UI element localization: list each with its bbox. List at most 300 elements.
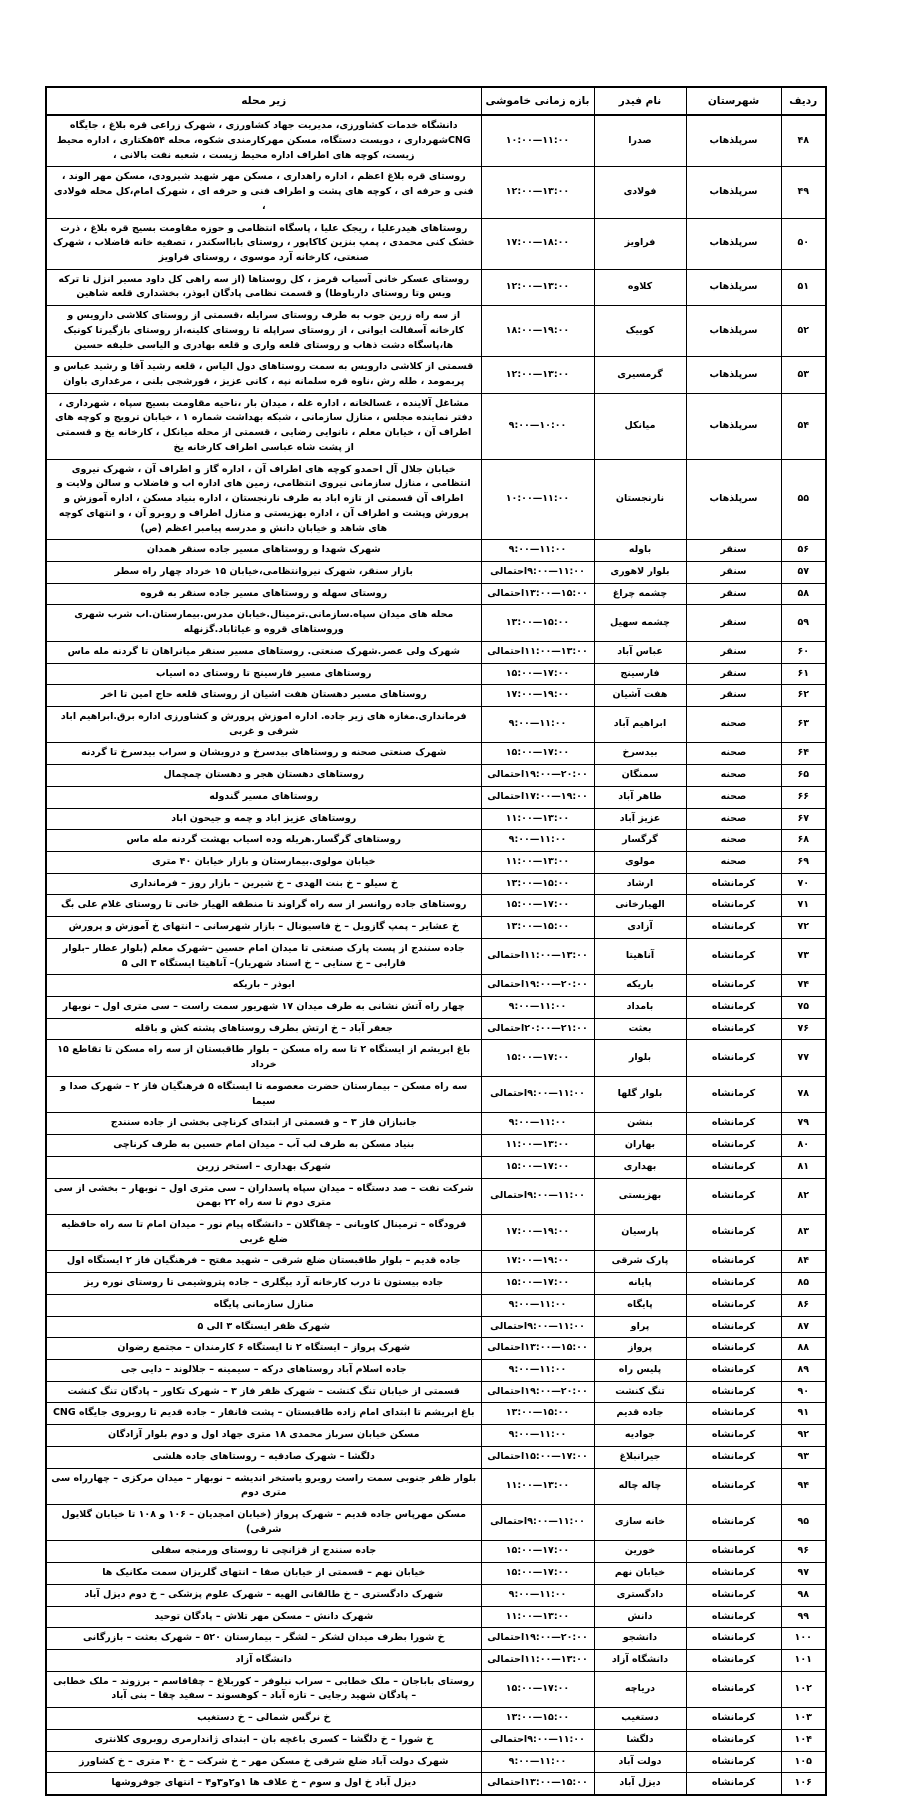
outage-time-cell (481, 1541, 594, 1563)
feeder-cell: بامداد (594, 997, 686, 1019)
county-cell: کرمانشاه (686, 1671, 781, 1707)
outage-time-cell (481, 357, 594, 393)
county-cell: سرپلذهاب (686, 357, 781, 393)
row-number-cell: ۱۰۲ (781, 1671, 826, 1707)
time-range: ۹:۰۰—۱۱:۰۰ (508, 1363, 567, 1375)
row-number-cell: ۷۶ (781, 1018, 826, 1040)
sub-neighborhood-cell: مسکن خیابان سرباز محمدی ۱۸ متری جهاد اول و دوم بلوار آزادگان (46, 1425, 481, 1447)
county-cell: کرمانشاه (686, 1018, 781, 1040)
county-cell: کرمانشاه (686, 1425, 781, 1447)
time-range: ۹:۰۰—۱۱:۰۰ (527, 1733, 585, 1745)
table-row (46, 1708, 826, 1730)
outage-time-cell (481, 895, 594, 917)
time-range: ۱۱:۰۰—۱۳:۰۰ (505, 812, 570, 824)
feeder-cell: خانه سازی (594, 1505, 686, 1541)
feeder-cell: طاهر آباد (594, 786, 686, 808)
county-cell: کرمانشاه (686, 1214, 781, 1250)
table-row (46, 1156, 826, 1178)
outage-time-cell (481, 1214, 594, 1250)
row-number-cell: ۵۵ (781, 459, 826, 540)
table-row (46, 459, 826, 540)
county-cell: کرمانشاه (686, 917, 781, 939)
row-number-cell: ۵۶ (781, 540, 826, 562)
county-cell: کرمانشاه (686, 1113, 781, 1135)
outage-time-cell: ۱۳:۰۰—۱۵:۰۰احتمالی (481, 1338, 594, 1360)
table-row (46, 218, 826, 269)
county-cell: سنقر (686, 540, 781, 562)
time-range: ۹:۰۰—۱۱:۰۰ (527, 565, 585, 577)
sub-neighborhood-cell: روستاهای مسیر فارسینج تا روستای ده اسیاب (46, 663, 481, 685)
feeder-cell: جاده قدیم (594, 1403, 686, 1425)
outage-time-cell (481, 1751, 594, 1773)
table-row (46, 1294, 826, 1316)
sub-neighborhood-cell: محله های میدان سپاه.سازمانی.ترمینال.خیابان مدرس.بیمارستان.اب شرب شهری وروستاهای قروه و غیاثاباد.گزنهله (46, 605, 481, 641)
row-number-cell: ۶۱ (781, 663, 826, 685)
sub-neighborhood-cell: فرمانداری.مغازه های زیر جاده. اداره اموزش پرورش و کشاورزی اداره برق.ابراهیم اباد شرقی و غربی (46, 706, 481, 742)
row-number-cell: ۷۸ (781, 1076, 826, 1112)
county-cell: کرمانشاه (686, 1338, 781, 1360)
outage-time-cell: ۹:۰۰—۱۱:۰۰احتمالی (481, 1178, 594, 1214)
row-number-cell: ۶۷ (781, 808, 826, 830)
outage-time-cell: ۱۹:۰۰—۲۰:۰۰احتمالی (481, 975, 594, 997)
sub-neighborhood-cell: شهرک شهدا و روستاهای مسیر جاده سنقر همدان (46, 540, 481, 562)
time-range: ۱۱:۰۰—۱۳:۰۰ (505, 1610, 570, 1622)
outage-time-cell (481, 167, 594, 218)
table-row (46, 786, 826, 808)
time-range: ۱۲:۰۰—۱۳:۰۰ (505, 186, 570, 198)
outage-time-cell (481, 1040, 594, 1076)
time-range: ۹:۰۰—۱۱:۰۰ (508, 718, 567, 730)
table-row (46, 167, 826, 218)
table-row (46, 1468, 826, 1504)
time-range: ۱۹:۰۰—۲۰:۰۰ (524, 979, 588, 991)
sub-neighborhood-cell: باغ ابریشم تا ابتدای امام زاده طاقبستان – پشت فانفار – جاده قدیم تا روبروی جایگاه CNG (46, 1403, 481, 1425)
county-cell: کرمانشاه (686, 895, 781, 917)
time-range: ۱۱:۰۰—۱۳:۰۰ (524, 950, 588, 962)
outage-time-cell: ۱۹:۰۰—۲۰:۰۰احتمالی (481, 1628, 594, 1650)
outage-time-cell (481, 1359, 594, 1381)
table-row (46, 1446, 826, 1468)
time-range: ۱۳:۰۰—۱۵:۰۰ (505, 921, 570, 933)
sub-neighborhood-cell: خ سیلو – خ بنت الهدی – خ شیرین – بازار روز – فرمانداری (46, 873, 481, 895)
time-range: ۹:۰۰—۱۱:۰۰ (527, 1516, 585, 1528)
table-row (46, 1338, 826, 1360)
time-range: ۱۲:۰۰—۱۳:۰۰ (505, 368, 570, 380)
outage-time-cell: ۹:۰۰—۱۱:۰۰احتمالی (481, 1729, 594, 1751)
county-cell: صحنه (686, 743, 781, 765)
sub-neighborhood-cell: فرودگاه – ترمینال کاویانی – چقاگلان – دانشگاه پیام نور – میدان امام تا سه راه حافظیه ضلع غربی (46, 1214, 481, 1250)
row-number-cell: ۷۷ (781, 1040, 826, 1076)
time-range: ۱۷:۰۰—۱۹:۰۰ (505, 689, 570, 701)
outage-time-cell (481, 1251, 594, 1273)
outage-schedule-table (45, 86, 827, 1796)
row-number-cell: ۹۸ (781, 1584, 826, 1606)
table-row (46, 1403, 826, 1425)
feeder-cell: دیزل آباد (594, 1773, 686, 1795)
feeder-cell: بعثت (594, 1018, 686, 1040)
row-number-cell: ۶۶ (781, 786, 826, 808)
row-number-cell: ۷۱ (781, 895, 826, 917)
county-cell: کرمانشاه (686, 1294, 781, 1316)
sub-neighborhood-cell: خ شورا – خ دلگشا – کسری باغچه بان – ابتدای ژاندارمری روبروی کلانتری (46, 1729, 481, 1751)
time-range: ۱۱:۰۰—۱۳:۰۰ (505, 1139, 570, 1151)
outage-time-cell (481, 393, 594, 459)
time-range: ۹:۰۰—۱۱:۰۰ (508, 1001, 567, 1013)
row-number-cell: ۱۰۰ (781, 1628, 826, 1650)
outage-time-cell: ۱۹:۰۰—۲۰:۰۰احتمالی (481, 1381, 594, 1403)
sub-neighborhood-cell: شهرک صنعتی صحنه و روستاهای بیدسرخ و درویشان و سراب بیدسرخ تا گردنه (46, 743, 481, 765)
row-number-cell: ۵۷ (781, 561, 826, 583)
county-cell: سرپلذهاب (686, 393, 781, 459)
table-row (46, 1729, 826, 1751)
sub-neighborhood-cell: دیزل آباد خ اول و سوم – خ علاف ها ۱و۲و۳و۴ – انتهای جوفروشها (46, 1773, 481, 1795)
row-number-cell: ۷۵ (781, 997, 826, 1019)
feeder-cell: هفت آشیان (594, 685, 686, 707)
row-number-cell: ۸۱ (781, 1156, 826, 1178)
feeder-cell: بهزیستی (594, 1178, 686, 1214)
feeder-cell: پارک شرقی (594, 1251, 686, 1273)
sub-neighborhood-cell: جاده قدیم – بلوار طاقبستان ضلع شرقی – شهید مفتح – فرهنگیان فاز ۲ ایستگاه اول (46, 1251, 481, 1273)
row-number-cell: ۶۳ (781, 706, 826, 742)
row-number-cell: ۷۳ (781, 938, 826, 974)
table-row (46, 1113, 826, 1135)
outage-time-cell (481, 1294, 594, 1316)
sub-neighborhood-cell: بلوار ظفر جنوبی سمت راست روبرو یاستخر اندیشه – نوبهار – میدان مرکزی – چهارراه سی متری دوم (46, 1468, 481, 1504)
row-number-cell: ۶۸ (781, 830, 826, 852)
time-range: ۹:۰۰—۱۱:۰۰ (508, 1755, 567, 1767)
feeder-cell: فارسینج (594, 663, 686, 685)
sub-neighborhood-cell: مسکن مهرپاس جاده قدیم – شهرک پرواز (خیابان امجدیان – ۱۰۶ و ۱۰۸ تا خیابان گلایول شرقی) (46, 1505, 481, 1541)
county-cell: کرمانشاه (686, 1584, 781, 1606)
feeder-cell: دریاچه (594, 1671, 686, 1707)
row-number-cell: ۱۰۳ (781, 1708, 826, 1730)
outage-time-cell (481, 1671, 594, 1707)
sub-neighborhood-cell: روستای قره بلاغ اعظم ، اداره راهداری ، مسکن مهر شهید شیرودی، مسکن مهر الوند ، فنی و حرفه ای ، کوچه های پشت و اطراف فنی و حرفه ای ، شهرک امام،کل محله فولادی ، (46, 167, 481, 218)
outage-time-cell: ۱۱:۰۰—۱۳:۰۰احتمالی (481, 938, 594, 974)
feeder-cell: بلوار (594, 1040, 686, 1076)
table-row (46, 540, 826, 562)
row-number-cell: ۹۷ (781, 1563, 826, 1585)
county-cell: صحنه (686, 786, 781, 808)
table-row (46, 997, 826, 1019)
time-range: ۹:۰۰—۱۱:۰۰ (508, 1298, 567, 1310)
feeder-cell: چاله چاله (594, 1468, 686, 1504)
feeder-cell: میانکل (594, 393, 686, 459)
sub-neighborhood-cell: دانشگاه خدمات کشاورزی، مدیریت جهاد کشاورزی ، شهرک زراعی قره بلاغ ، جایگاه CNGشهرداری ، دویست دستگاه، مسکن مهرکارمندی شکوه، محله ۵۴هکتاری ، اداره محیط زیست، کوچه های اطراف اداره محیط زیست ، شعبه نفت بالانی ، (46, 115, 481, 167)
outage-time-cell: ۱۱:۰۰—۱۳:۰۰احتمالی (481, 641, 594, 663)
feeder-cell: آزادی (594, 917, 686, 939)
header-county: شهرستان (686, 87, 781, 115)
feeder-cell: دانشگاه آزاد (594, 1650, 686, 1672)
header-feeder: نام فیدر (594, 87, 686, 115)
sub-neighborhood-cell: قسمتی از خیابان تنگ کنشت – شهرک ظفر فاز ۳ – شهرک تکاور – پادگان تنگ کنشت (46, 1381, 481, 1403)
sub-neighborhood-cell: دانشگاه آزاد (46, 1650, 481, 1672)
time-range: ۱۳:۰۰—۱۵:۰۰ (505, 616, 570, 628)
sub-neighborhood-cell: روستاهای مسیر دهستان هفت اشیان از روستای قلعه حاج امین تا اخر (46, 685, 481, 707)
time-range: ۱۳:۰۰—۱۵:۰۰ (505, 1407, 570, 1419)
feeder-cell: چشمه چراغ (594, 583, 686, 605)
outage-time-cell (481, 1563, 594, 1585)
county-cell: سنقر (686, 685, 781, 707)
time-range: ۱۵:۰۰—۱۷:۰۰ (505, 1545, 570, 1557)
row-number-cell: ۱۰۱ (781, 1650, 826, 1672)
sub-neighborhood-cell: خیابان مولوی.بیمارستان و بازار خیابان ۴۰ متری (46, 852, 481, 874)
sub-neighborhood-cell: روستاهای گرگسار.هریله وده اسیاب بهشت گردنه مله ماس (46, 830, 481, 852)
county-cell: سرپلذهاب (686, 115, 781, 167)
sub-neighborhood-cell: جاده اسلام آباد روستاهای درکه – سیمینه – جلالوند – دایی جی (46, 1359, 481, 1381)
header-outage-time: بازه زمانی خاموشی (481, 87, 594, 115)
feeder-cell: دولت آباد (594, 1751, 686, 1773)
row-number-cell: ۹۰ (781, 1381, 826, 1403)
county-cell: صحنه (686, 706, 781, 742)
table-row (46, 938, 826, 974)
feeder-cell: دانش (594, 1606, 686, 1628)
table-row (46, 1584, 826, 1606)
table-row (46, 1425, 826, 1447)
row-number-cell: ۶۵ (781, 765, 826, 787)
outage-time-cell (481, 830, 594, 852)
sub-neighborhood-cell: روستای عسکر خانی آسیاب قرمز ، کل روستاها (از سه راهی کل داود مسیر انزل تا ترکه ویس وتا روستای دارباوطا) و قسمت نظامی پادگان ابوذر، بخشداری قلعه شاهین (46, 269, 481, 305)
header-row (46, 87, 826, 115)
sub-neighborhood-cell: شرکت نفت – صد دستگاه – میدان سپاه پاسداران – سی متری اول – نوبهار – بخشی از سی متری دوم تا سه راه ۲۲ بهمن (46, 1178, 481, 1214)
county-cell: کرمانشاه (686, 1156, 781, 1178)
header-row-number: ردیف (781, 87, 826, 115)
time-range: ۱۱:۰۰—۱۳:۰۰ (524, 1654, 588, 1666)
outage-time-cell (481, 1156, 594, 1178)
sub-neighborhood-cell: روستای سهله و روستاهای مسیر جاده سنقر به قروه (46, 583, 481, 605)
time-range: ۱۵:۰۰—۱۷:۰۰ (524, 1450, 588, 1462)
county-cell: کرمانشاه (686, 1628, 781, 1650)
sub-neighborhood-cell: جاده سنندج از قزانچی تا روستای ورمنجه سفلی (46, 1541, 481, 1563)
sub-neighborhood-cell: شهرک ولی عصر.شهرک صنعتی. روستاهای مسیر سنقر میانراهان تا گردنه مله ماس (46, 641, 481, 663)
sub-neighborhood-cell: روستاهای عزیز اباد و چمه و جیحون اباد (46, 808, 481, 830)
county-cell: کرمانشاه (686, 1040, 781, 1076)
row-number-cell: ۷۲ (781, 917, 826, 939)
feeder-cell: خورین (594, 1541, 686, 1563)
outage-time-cell (481, 852, 594, 874)
county-cell: کرمانشاه (686, 1541, 781, 1563)
row-number-cell: ۹۶ (781, 1541, 826, 1563)
table-row (46, 873, 826, 895)
row-number-cell: ۹۳ (781, 1446, 826, 1468)
feeder-cell: صدرا (594, 115, 686, 167)
feeder-cell: جیرانبلاغ (594, 1446, 686, 1468)
table-row (46, 357, 826, 393)
time-range: ۱۸:۰۰—۱۹:۰۰ (505, 324, 570, 336)
county-cell: سرپلذهاب (686, 306, 781, 357)
table-row (46, 706, 826, 742)
table-row (46, 1040, 826, 1076)
table-header (46, 87, 826, 115)
time-range: ۹:۰۰—۱۱:۰۰ (508, 544, 567, 556)
county-cell: کرمانشاه (686, 997, 781, 1019)
time-range: ۹:۰۰—۱۱:۰۰ (527, 1088, 585, 1100)
outage-time-cell: ۹:۰۰—۱۱:۰۰احتمالی (481, 1505, 594, 1541)
county-cell: کرمانشاه (686, 1076, 781, 1112)
county-cell: کرمانشاه (686, 1251, 781, 1273)
table-row (46, 663, 826, 685)
sub-neighborhood-cell: سه راه مسکن – بیمارستان حضرت معصومه تا ایستگاه ۵ فرهنگیان فاز ۲ – شهرک صدا و سیما (46, 1076, 481, 1112)
outage-time-cell (481, 917, 594, 939)
feeder-cell: عباس آباد (594, 641, 686, 663)
table-row (46, 830, 826, 852)
time-range: ۱۵:۰۰—۱۷:۰۰ (505, 1567, 570, 1579)
table-row (46, 685, 826, 707)
feeder-cell: کوییک (594, 306, 686, 357)
row-number-cell: ۶۴ (781, 743, 826, 765)
feeder-cell: فولادی (594, 167, 686, 218)
feeder-cell: ابراهیم آباد (594, 706, 686, 742)
table-row (46, 808, 826, 830)
row-number-cell: ۸۷ (781, 1316, 826, 1338)
feeder-cell: گرمسیری (594, 357, 686, 393)
row-number-cell: ۸۶ (781, 1294, 826, 1316)
county-cell: کرمانشاه (686, 1468, 781, 1504)
table-row (46, 306, 826, 357)
feeder-cell: پارسیان (594, 1214, 686, 1250)
sub-neighborhood-cell: از سه راه زرین جوب به طرف روستای سرایله ،قسمتی از روستای کلاشی دارویس و کارخانه آسفالت ایوانی ، از روستای سراپله تا روستای کلینه،از روستای بازگیرتا کونیک ها،پاسگاه دشت ذهاب و روستای قلعه واری و قلعه بهادری و الیاسی خلیفه حسین (46, 306, 481, 357)
county-cell: کرمانشاه (686, 1505, 781, 1541)
outage-time-cell (481, 1273, 594, 1295)
outage-time-cell: ۹:۰۰—۱۱:۰۰احتمالی (481, 561, 594, 583)
table-row (46, 1671, 826, 1707)
sub-neighborhood-cell: شهرک پرواز – ایستگاه ۲ تا ایستگاه ۶ کارمندان – مجتمع رضوان (46, 1338, 481, 1360)
row-number-cell: ۱۰۶ (781, 1773, 826, 1795)
outage-time-cell (481, 1584, 594, 1606)
county-cell: سنقر (686, 561, 781, 583)
row-number-cell: ۱۰۵ (781, 1751, 826, 1773)
feeder-cell: باریکه (594, 975, 686, 997)
sub-neighborhood-cell: قسمتی از کلاشی دارویس به سمت روستاهای دول الیاس ، قلعه رشید آقا و رشید عباس و پربمومد ، طله رش ،ناوه قره سلمانه نپه ، کانی عزیز ، قورشجی بلنی ، مرغداری باوان (46, 357, 481, 393)
sub-neighborhood-cell: شهرک ظفر ایستگاه ۳ الی ۵ (46, 1316, 481, 1338)
row-number-cell: ۸۹ (781, 1359, 826, 1381)
feeder-cell: دلگشا (594, 1729, 686, 1751)
outage-time-cell (481, 808, 594, 830)
time-range: ۱۹:۰۰—۲۰:۰۰ (524, 1632, 588, 1644)
time-range: ۹:۰۰—۱۱:۰۰ (527, 1320, 585, 1332)
outage-time-cell (481, 1403, 594, 1425)
outage-time-cell (481, 1606, 594, 1628)
row-number-cell: ۴۸ (781, 115, 826, 167)
feeder-cell: ارشاد (594, 873, 686, 895)
header-sub-neighborhood: زیر محله (46, 87, 481, 115)
table-row (46, 561, 826, 583)
outage-time-cell (481, 269, 594, 305)
time-range: ۱۹:۰۰—۲۰:۰۰ (524, 769, 588, 781)
county-cell: کرمانشاه (686, 1135, 781, 1157)
sub-neighborhood-cell: جاده سنندج از پست پارک صنعتی تا میدان امام حسین –شهرک معلم (بلوار عطار –بلوار فارابی – خ سنایی – خ اسناد شهریار)– آناهیتا ایستگاه ۳ الی ۵ (46, 938, 481, 974)
county-cell: کرمانشاه (686, 1359, 781, 1381)
time-range: ۱۷:۰۰—۱۹:۰۰ (505, 1226, 570, 1238)
sub-neighborhood-cell: روستاهای مسیر گندوله (46, 786, 481, 808)
time-range: ۱۵:۰۰—۱۷:۰۰ (505, 747, 570, 759)
time-range: ۲۰:۰۰—۲۱:۰۰ (524, 1022, 588, 1034)
time-range: ۹:۰۰—۱۱:۰۰ (508, 1429, 567, 1441)
feeder-cell: جوادیه (594, 1425, 686, 1447)
table-row (46, 1273, 826, 1295)
time-range: ۹:۰۰—۱۱:۰۰ (508, 1588, 567, 1600)
row-number-cell: ۷۰ (781, 873, 826, 895)
sub-neighborhood-cell: شهرک دولت آباد ضلع شرقی خ مسکن مهر – خ شرکت – خ ۴۰ متری – خ کشاورز (46, 1751, 481, 1773)
table-row (46, 917, 826, 939)
feeder-cell: باوله (594, 540, 686, 562)
row-number-cell: ۱۰۴ (781, 1729, 826, 1751)
feeder-cell: چشمه سهیل (594, 605, 686, 641)
feeder-cell: تنگ کنشت (594, 1381, 686, 1403)
county-cell: سنقر (686, 605, 781, 641)
county-cell: سنقر (686, 663, 781, 685)
time-range: ۱۵:۰۰—۱۷:۰۰ (505, 1160, 570, 1172)
sub-neighborhood-cell: دلگشا – شهرک صادقیه – روستاهای جاده هلشی (46, 1446, 481, 1468)
row-number-cell: ۸۵ (781, 1273, 826, 1295)
time-range: ۱۷:۰۰—۱۹:۰۰ (524, 790, 588, 802)
table-row (46, 1773, 826, 1795)
table-row (46, 1076, 826, 1112)
outage-time-cell (481, 540, 594, 562)
table-row (46, 1359, 826, 1381)
time-range: ۱۲:۰۰—۱۳:۰۰ (505, 281, 570, 293)
time-range: ۱۱:۰۰—۱۳:۰۰ (505, 1479, 570, 1491)
feeder-cell: پایگاه (594, 1294, 686, 1316)
county-cell: کرمانشاه (686, 1403, 781, 1425)
table-row (46, 1018, 826, 1040)
outage-time-cell: ۱۵:۰۰—۱۷:۰۰احتمالی (481, 1446, 594, 1468)
outage-time-cell: ۱۷:۰۰—۱۹:۰۰احتمالی (481, 786, 594, 808)
table-row (46, 1214, 826, 1250)
sub-neighborhood-cell: جاده بیستون تا درب کارخانه آرد بیگلری – جاده پتروشیمی تا روستای نوره ریز (46, 1273, 481, 1295)
county-cell: کرمانشاه (686, 873, 781, 895)
row-number-cell: ۹۴ (781, 1468, 826, 1504)
row-number-cell: ۵۳ (781, 357, 826, 393)
table-row (46, 641, 826, 663)
county-cell: کرمانشاه (686, 1606, 781, 1628)
feeder-cell: پایانه (594, 1273, 686, 1295)
table-row (46, 895, 826, 917)
time-range: ۹:۰۰—۱۱:۰۰ (527, 1189, 585, 1201)
sub-neighborhood-cell: روستاهای دهستان هجر و دهستان چمچمال (46, 765, 481, 787)
outage-time-cell (481, 873, 594, 895)
sub-neighborhood-cell: روستای باباجان – ملک خطابی – سراب نیلوفر – کوربلاغ – چقاقاسم – برزوند – ملک خطابی – پادگان شهید رجایی – تازه آباد – کوهسوند – سفید چقا – بنی آباد (46, 1671, 481, 1707)
time-range: ۹:۰۰—۱۱:۰۰ (508, 1117, 567, 1129)
row-number-cell: ۸۴ (781, 1251, 826, 1273)
table-row (46, 765, 826, 787)
county-cell: سنقر (686, 641, 781, 663)
county-cell: کرمانشاه (686, 1708, 781, 1730)
table-row (46, 1541, 826, 1563)
time-range: ۱۷:۰۰—۱۹:۰۰ (505, 1255, 570, 1267)
feeder-cell: بهداری (594, 1156, 686, 1178)
sub-neighborhood-cell: منازل سازمانی پایگاه (46, 1294, 481, 1316)
table-row (46, 1606, 826, 1628)
feeder-cell: بلوار لاهوری (594, 561, 686, 583)
county-cell: صحنه (686, 852, 781, 874)
time-range: ۱۰:۰۰—۱۱:۰۰ (505, 134, 570, 146)
outage-time-cell (481, 706, 594, 742)
sub-neighborhood-cell: خ نرگس شمالی – خ دستغیب (46, 1708, 481, 1730)
time-range: ۱۵:۰۰—۱۷:۰۰ (505, 1277, 570, 1289)
row-number-cell: ۹۲ (781, 1425, 826, 1447)
row-number-cell: ۷۴ (781, 975, 826, 997)
row-number-cell: ۷۹ (781, 1113, 826, 1135)
row-number-cell: ۴۹ (781, 167, 826, 218)
outage-table-body (46, 115, 826, 1795)
county-cell: صحنه (686, 808, 781, 830)
outage-time-cell (481, 1425, 594, 1447)
outage-time-cell (481, 218, 594, 269)
time-range: ۱۱:۰۰—۱۳:۰۰ (524, 645, 588, 657)
table-row (46, 1135, 826, 1157)
feeder-cell: بلوار گلها (594, 1076, 686, 1112)
